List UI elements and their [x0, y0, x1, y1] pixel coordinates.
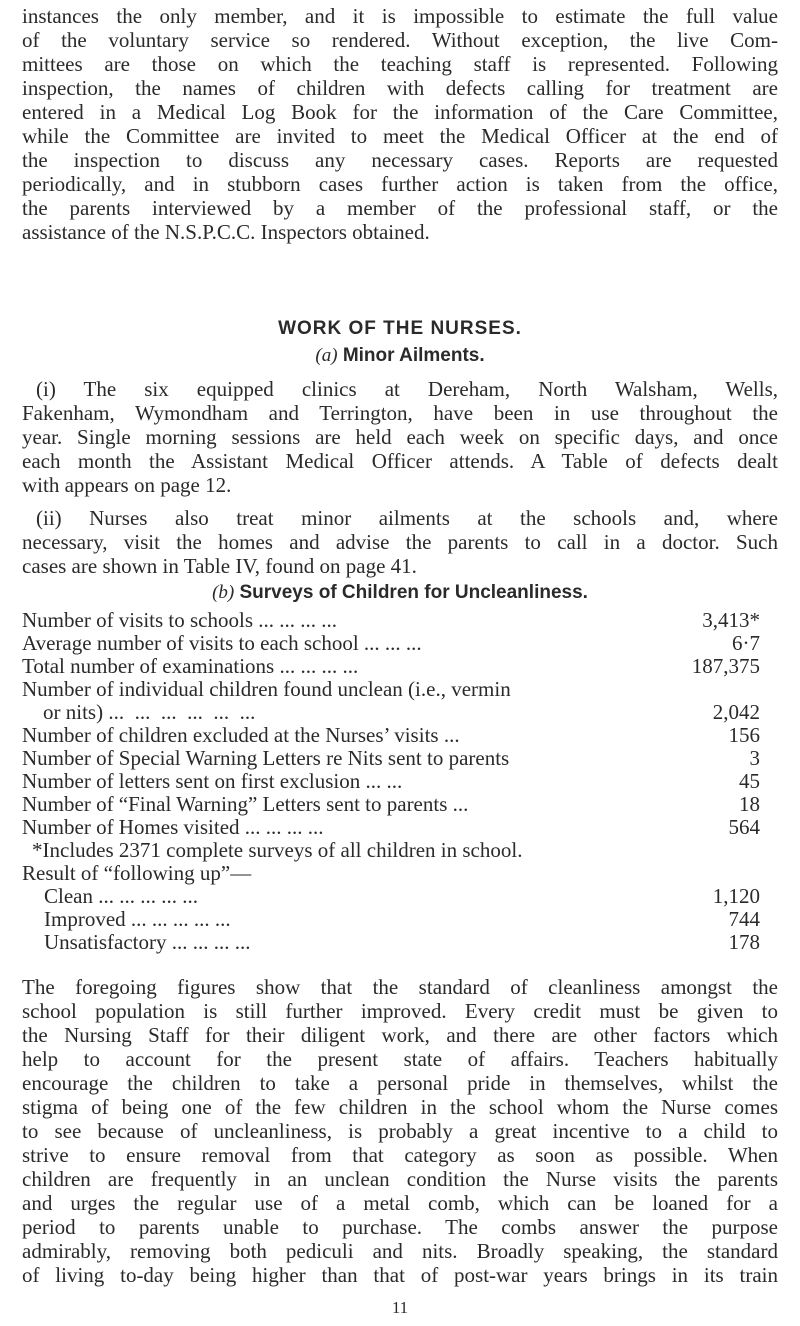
text-line: each month the Assistant Medical Officer attends. A Table of defects dealt: [22, 449, 778, 473]
text-line: with appears on page 12.: [22, 473, 232, 497]
subheading-letter: (b): [212, 582, 235, 603]
row-label: Number of children excluded at the Nurses’ visits ...: [22, 723, 460, 747]
row-value: 187,375: [691, 654, 760, 678]
table-row: [22, 747, 760, 770]
text-line: cases are shown in Table IV, found on page 41.: [22, 554, 417, 578]
table-row: [22, 724, 760, 747]
table-row: [22, 632, 760, 655]
paragraph-ii: [22, 506, 778, 578]
text-line: of the voluntary service so rendered. Without exception, the live Com-: [22, 28, 778, 52]
paragraph-i: [22, 377, 778, 497]
table-row: [22, 678, 760, 701]
text-line: necessary, visit the homes and advise the parents to call in a doctor. Such: [22, 530, 778, 554]
row-label: Number of “Final Warning” Letters sent to parents ...: [22, 792, 469, 816]
table-row: [22, 816, 760, 839]
row-value: 744: [728, 907, 760, 931]
row-value: 6·7: [732, 631, 760, 655]
row-value: 2,042: [712, 700, 760, 724]
row-label: Number of Special Warning Letters re Nits sent to parents: [22, 746, 510, 770]
text-line: the inspection to discuss any necessary cases. Reports are requested: [22, 148, 778, 172]
table-row: [22, 908, 760, 931]
row-label: Unsatisfactory ... ... ... ...: [44, 930, 251, 954]
subheading-surveys: [0, 582, 800, 604]
followup-label: Result of “following up”—: [22, 861, 252, 885]
text-line: stigma of being one of the few children in the school whom the Nurse comes: [22, 1095, 778, 1119]
subheading-title: Surveys of Children for Uncleanliness.: [239, 582, 588, 603]
text-line: children are frequently in an unclean condition the Nurse visits the parents: [22, 1167, 778, 1191]
table-row: [22, 931, 760, 954]
section-heading: WORK OF THE NURSES.: [278, 318, 522, 339]
row-label: Total number of examinations ... ... ... ...: [22, 654, 359, 678]
text-line: the parents interviewed by a member of the professional staff, or the: [22, 196, 778, 220]
table-row: [22, 770, 760, 793]
text-line: help to account for the present state of affairs. Teachers habitually: [22, 1047, 778, 1071]
text-line: period to parents unable to purchase. The combs answer the purpose: [22, 1215, 778, 1239]
row-label: Improved ... ... ... ... ...: [44, 907, 231, 931]
intro-paragraph: [22, 4, 778, 244]
row-label: Number of visits to schools ... ... ... ...: [22, 608, 337, 632]
row-value: 18: [739, 792, 760, 816]
subheading-minor-ailments: [0, 345, 800, 367]
text-line: mittees are those on which the teaching staff is represented. Following: [22, 52, 778, 76]
table-row: [22, 701, 760, 724]
row-value: 3,413*: [702, 608, 760, 632]
text-line: inspection, the names of children with defects calling for treatment are: [22, 76, 778, 100]
row-label: Number of Homes visited ... ... ... ...: [22, 815, 324, 839]
table-row: [22, 885, 760, 908]
text-line: admirably, removing both pediculi and nits. Broadly speaking, the standard: [22, 1239, 778, 1263]
text-line: entered in a Medical Log Book for the information of the Care Committee,: [22, 100, 778, 124]
text-line: Fakenham, Wymondham and Terrington, have been in use throughout the: [22, 401, 778, 425]
text-line: The foregoing figures show that the standard of cleanliness amongst the: [22, 975, 778, 999]
row-value: 45: [739, 769, 760, 793]
row-value: 178: [728, 930, 760, 954]
row-label: Average number of visits to each school ... ... ...: [22, 631, 422, 655]
page-number: 11: [391, 1298, 409, 1317]
text-line: the Nursing Staff for their diligent work, and there are other factors which: [22, 1023, 778, 1047]
row-label: Clean ... ... ... ... ...: [44, 884, 198, 908]
row-value: 1,120: [712, 884, 760, 908]
text-line: to see because of uncleanliness, is probably a great incentive to a child to: [22, 1119, 778, 1143]
text-line: instances the only member, and it is impossible to estimate the full value: [22, 4, 778, 28]
text-line: encourage the children to take a personal pride in themselves, whilst the: [22, 1071, 778, 1095]
text-line: strive to ensure removal from that category as soon as possible. When: [22, 1143, 778, 1167]
followup-heading: [22, 862, 760, 885]
row-value: 564: [728, 815, 760, 839]
text-line: school population is still further improved. Every credit must be given to: [22, 999, 778, 1023]
row-value: 3: [749, 746, 760, 770]
text-line: year. Single morning sessions are held each week on specific days, and once: [22, 425, 778, 449]
text-line: (ii) Nurses also treat minor ailments at the schools and, where: [36, 506, 778, 530]
row-value: [680, 678, 760, 701]
subheading-title: Minor Ailments.: [342, 345, 485, 366]
row-label: Number of individual children found unclean (i.e., vermin: [22, 677, 511, 701]
text-line: while the Committee are invited to meet the Medical Officer at the end of: [22, 124, 778, 148]
row-label: or nits) ... ... ... ... ... ...: [22, 700, 256, 724]
row-value: 156: [728, 723, 760, 747]
footnote: *Includes 2371 complete surveys of all children in school.: [32, 838, 523, 862]
text-line: (i) The six equipped clinics at Dereham, North Walsham, Wells,: [36, 377, 778, 401]
text-line: and urges the regular use of a metal comb, which can be loaned for a: [22, 1191, 778, 1215]
table-row: [22, 793, 760, 816]
text-line: periodically, and in stubborn cases further action is taken from the office,: [22, 172, 778, 196]
row-label: Number of letters sent on first exclusion ... ...: [22, 769, 403, 793]
closing-paragraph: [22, 975, 778, 1287]
text-line: assistance of the N.S.P.C.C. Inspectors obtained.: [22, 220, 430, 244]
table-row: [22, 655, 760, 678]
text-line: of living to-day being higher than that of post-war years brings in its train: [22, 1263, 778, 1287]
survey-statistics-table: [22, 609, 760, 954]
table-row: [22, 609, 760, 632]
subheading-letter: (a): [315, 345, 338, 366]
